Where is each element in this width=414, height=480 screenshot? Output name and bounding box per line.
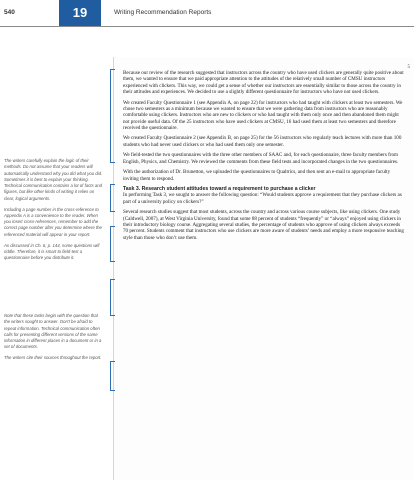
annotation-bracket: [110, 69, 115, 163]
report-paragraph: With the authorization of Dr. Brunetton, we uploaded the questionnaires to Qualtrics, and then sent an e-mail to appropriate faculty inviting them to respond.: [123, 169, 391, 182]
chapter-tab: [59, 0, 101, 26]
report-paragraph: We created Faculty Questionnaire 2 (see Appendix B, on page 25) for the 56 instructors who regularly teach lectures with more than 100 students who had never used clickers or who had used them only one semester.: [123, 135, 402, 148]
sidebar-note: Note that these tasks begin with the question that the writers sought to answer. Don't be afraid to repeat information. Technical communication often calls for presenting different versions of the same information in different places in a document or in a set of documents.: [4, 313, 102, 350]
annotation-bracket: [110, 184, 115, 212]
header-rule: [0, 26, 414, 27]
running-title: Writing Recommendation Reports: [114, 9, 212, 16]
report-page-number: 5: [407, 65, 410, 70]
report-paragraph: Because our review of the research suggested that instructors across the country who have used clickers are generally quite positive about them, we wanted to ensure that we paid appropriate attention to the attitudes of the relatively small number of CMSU instructors experienced with clickers. This way, we could get a sense of whether our instructors are essentially similar to those across the country in their attitudes and experiences. We decided to use a slightly different questionnaire for instructors who have not used clickers.: [123, 70, 404, 96]
task-heading: Task 3. Research student attitudes toward a requirement to purchase a clicker: [123, 186, 316, 193]
annotation-bracket: [110, 226, 115, 262]
report-paragraph: In performing Task 3, we sought to answer the following question: “Would students approve a requirement that they purchase clickers as part of a university policy on clickers?”: [123, 192, 402, 205]
report-paragraph: We created Faculty Questionnaire 1 (see Appendix A, on page 22) for instructors who had taught with clickers at least two semesters. We chose two semesters as a minimum because we wanted to ensure that we were gathering data from instructors who are reasonably comfortable using clickers. Instructors who are new to clickers or who had taught with them only once and then abandoned them might not provide useful data. Of the 25 instructors who have used clickers at CMSU, 16 had used them at least two semesters and therefore received the questionnaire.: [123, 99, 403, 131]
report-body: [123, 70, 404, 245]
page-header: [0, 0, 414, 26]
chapter-number: 19: [72, 5, 88, 20]
sidebar-note: The writers cite their sources throughout the report.: [4, 355, 102, 361]
sidebar-notes-top: [4, 158, 104, 266]
sidebar-notes-bottom: [4, 313, 104, 366]
report-page: [113, 57, 414, 480]
sidebar-note: As discussed in Ch. 6, p. 144, some questions will riddle. Therefore, it is smart to field-test a questionnaire before you distribute it.: [4, 242, 100, 261]
annotation-bracket: [110, 279, 115, 316]
sidebar-note: The writers carefully explain the logic of their methods. Do not assume that your readers will automatically understand why you did what you did. Sometimes it is best to explain your thinking. Technical communication contains a lot of facts and figures, but like other kinds of writing it relies on clear, logical arguments.: [4, 158, 103, 201]
sidebar-note: Including a page number in the cross-reference to Appendix A is a convenience to the reader. When you insert cross-references, remember to add the correct page number after you determine where the referenced material will appear in your report.: [4, 206, 102, 237]
report-paragraph: We field-tested the two questionnaires with the three other members of SAAC and, for each questionnaire, three faculty members from English, Physics, and Chemistry. We reviewed the comments from these field tests and incorporated changes in the two questionnaires.: [123, 152, 399, 165]
book-page-number: 540: [4, 9, 15, 16]
annotation-bracket: [110, 361, 115, 391]
report-paragraph: Several research studies suggest that most students, across the country and across various course subjects, like using clickers. One study (Caldwell, 2007), at West Virginia University, found that some 88 percent of students “frequently” or “always” enjoyed using clickers in their introductory biology course. Aggregating several studies, the percentage of students who approve of using clickers always exceeds 70 percent. Students comment that instructors who use clickers are more aware of students’ needs and employ a more responsive teaching style than those who don’t use them.: [123, 209, 404, 241]
